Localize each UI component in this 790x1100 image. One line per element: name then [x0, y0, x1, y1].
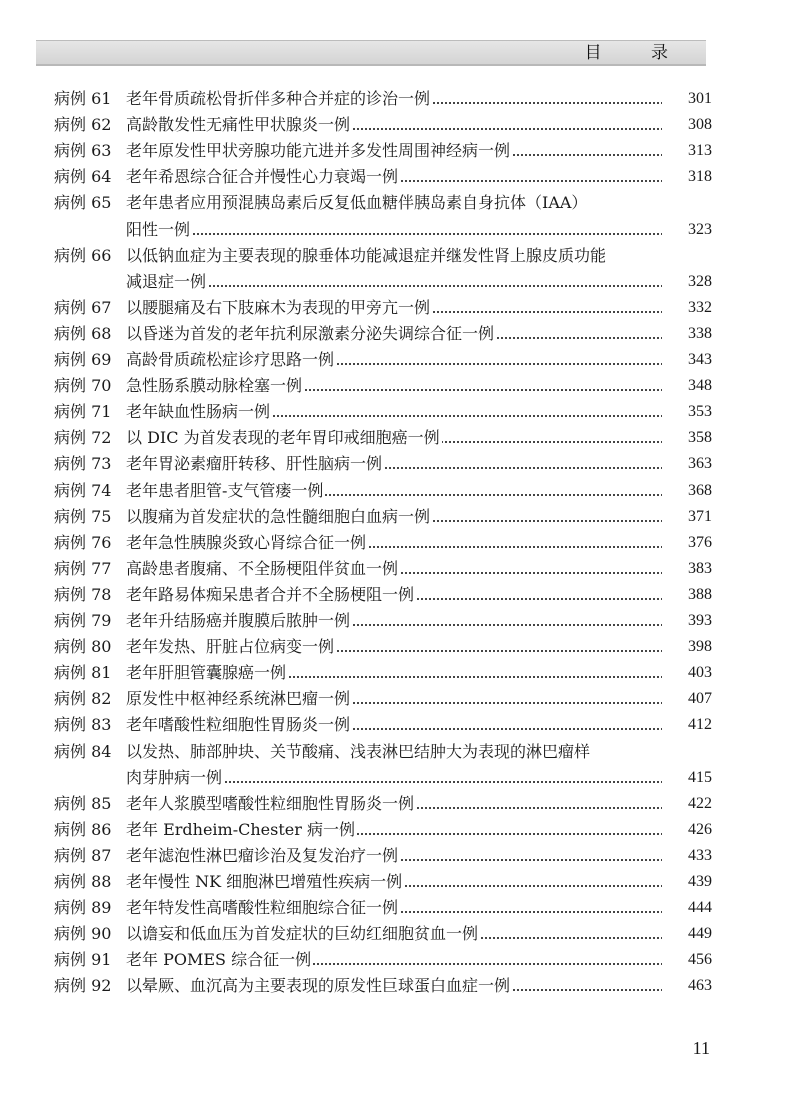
case-title-text: 老年路易体痴呆患者合并不全肠梗阻一例 [126, 584, 415, 604]
case-title [126, 634, 706, 660]
case-title-text: 以低钠血症为主要表现的腺垂体功能减退症并继发性肾上腺皮质功能 [126, 245, 607, 265]
case-title-cont [126, 765, 706, 791]
page-ref: 338 [662, 321, 712, 347]
case-title-text: 老年胃泌素瘤肝转移、肝性脑病一例 [126, 454, 383, 474]
case-number: 病例 80 [54, 637, 112, 657]
case-title [126, 478, 706, 504]
case-title [126, 921, 706, 947]
toc-entry[interactable] [0, 164, 790, 190]
case-title-text: 老年 POMES 综合征一例 [126, 950, 312, 970]
toc-entry[interactable] [0, 582, 790, 608]
case-title [126, 164, 706, 190]
toc-entry[interactable] [0, 895, 790, 921]
case-title-text: 以腹痛为首发症状的急性髓细胞白血病一例 [126, 506, 431, 526]
case-title-text: 老年升结肠癌并腹膜后脓肿一例 [126, 611, 351, 630]
case-title [126, 843, 706, 869]
case-title [126, 243, 706, 269]
case-title-text: 老年 Erdheim-Chester 病一例 [126, 819, 355, 839]
toc-entry[interactable] [0, 921, 790, 947]
page-ref: 439 [662, 869, 712, 895]
page-ref: 371 [662, 504, 712, 530]
case-title-text: 老年患者应用预混胰岛素后反复低血糖伴胰岛素自身抗体（IAA） [126, 193, 588, 213]
case-title-text: 老年原发性甲状旁腺功能亢进并多发性周围神经病一例 [126, 141, 511, 161]
case-number: 病例 76 [54, 532, 112, 552]
case-title-text: 老年滤泡性淋巴瘤诊治及复发治疗一例 [126, 845, 399, 865]
toc-entry-continuation[interactable] [0, 765, 790, 791]
case-title-text: 以谵妄和低血压为首发症状的巨幼红细胞贫血一例 [126, 924, 479, 944]
toc-entry[interactable] [0, 347, 790, 373]
case-title [126, 712, 706, 738]
toc-entry[interactable] [0, 634, 790, 660]
case-number: 病例 87 [54, 845, 112, 865]
toc-entry[interactable] [0, 973, 790, 999]
case-title [126, 686, 706, 712]
toc-entry[interactable] [0, 399, 790, 425]
case-title-continuation: 减退症一例 [126, 271, 207, 291]
case-title [126, 451, 706, 477]
case-title-cont [126, 269, 706, 295]
case-title [126, 973, 706, 999]
page-ref: 323 [662, 217, 712, 243]
case-title [126, 321, 706, 347]
page-ref: 393 [662, 608, 712, 634]
header-rule [36, 64, 706, 66]
case-title-text: 以晕厥、血沉高为主要表现的原发性巨球蛋白血症一例 [126, 976, 511, 996]
case-title-text: 老年人浆膜型嗜酸性粒细胞性胃肠炎一例 [126, 793, 415, 813]
case-number: 病例 67 [54, 297, 112, 317]
case-title [126, 112, 706, 138]
case-number: 病例 66 [54, 245, 112, 265]
toc-entry[interactable] [0, 425, 790, 451]
toc-entry[interactable] [0, 478, 790, 504]
case-number: 病例 65 [54, 193, 112, 213]
case-number: 病例 84 [54, 741, 112, 761]
header-title: 目 录 [584, 43, 690, 63]
case-number: 病例 68 [54, 323, 112, 343]
case-number: 病例 63 [54, 141, 112, 161]
chapter-header-bar [36, 40, 706, 65]
case-title [126, 138, 706, 164]
case-title [126, 660, 706, 686]
page-ref: 433 [662, 843, 712, 869]
case-title [126, 504, 706, 530]
page-number: 11 [692, 1038, 710, 1058]
case-number: 病例 92 [54, 976, 112, 996]
case-title [126, 190, 706, 216]
page-ref: 449 [662, 921, 712, 947]
case-title-text: 高龄患者腹痛、不全肠梗阻伴贫血一例 [126, 558, 399, 578]
toc-entry[interactable] [0, 843, 790, 869]
case-number: 病例 69 [54, 350, 112, 369]
case-title-cont [126, 217, 706, 243]
page-ref: 398 [662, 634, 712, 660]
page-ref: 348 [662, 373, 712, 399]
toc-entry[interactable] [0, 295, 790, 321]
case-title-text: 以昏迷为首发的老年抗利尿激素分泌失调综合征一例 [126, 323, 495, 343]
toc-entry[interactable] [0, 791, 790, 817]
case-number: 病例 78 [54, 584, 112, 604]
toc-entry[interactable] [0, 530, 790, 556]
page-ref: 343 [662, 347, 712, 373]
page-ref: 363 [662, 451, 712, 477]
toc-entry[interactable] [0, 739, 790, 765]
toc-entry[interactable] [0, 504, 790, 530]
case-title-text: 老年缺血性肠病一例 [126, 402, 271, 422]
page-ref: 403 [662, 660, 712, 686]
page-ref: 358 [662, 425, 712, 451]
page-ref: 376 [662, 530, 712, 556]
toc-entry[interactable] [0, 608, 790, 634]
toc-entry[interactable] [0, 243, 790, 269]
toc-entry[interactable] [0, 451, 790, 477]
case-number: 病例 85 [54, 793, 112, 813]
toc-entry[interactable] [0, 869, 790, 895]
toc-entry[interactable] [0, 556, 790, 582]
toc-entry[interactable] [0, 112, 790, 138]
case-title-text: 老年希恩综合征合并慢性心力衰竭一例 [126, 167, 399, 187]
toc-entry[interactable] [0, 373, 790, 399]
case-number: 病例 82 [54, 689, 112, 709]
case-number: 病例 73 [54, 454, 112, 474]
case-title [126, 791, 706, 817]
case-number: 病例 90 [54, 924, 112, 944]
page-ref: 412 [662, 712, 712, 738]
case-title [126, 869, 706, 895]
toc-entry[interactable] [0, 947, 790, 973]
case-number: 病例 77 [54, 558, 112, 578]
page-ref: 463 [662, 973, 712, 999]
case-number: 病例 88 [54, 872, 112, 891]
case-title [126, 582, 706, 608]
case-number: 病例 75 [54, 506, 112, 526]
toc-entry[interactable] [0, 817, 790, 843]
page-ref: 353 [662, 399, 712, 425]
case-title [126, 399, 706, 425]
page-ref: 422 [662, 791, 712, 817]
case-title-text: 老年慢性 NK 细胞淋巴增殖性疾病一例 [126, 872, 403, 891]
toc-entry[interactable] [0, 86, 790, 112]
toc-entry-continuation[interactable] [0, 269, 790, 295]
case-number: 病例 86 [54, 819, 112, 839]
case-title [126, 608, 706, 634]
case-title [126, 86, 706, 112]
case-title [126, 295, 706, 321]
page-ref: 415 [662, 765, 712, 791]
case-title-text: 以发热、肺部肿块、关节酸痛、浅表淋巴结肿大为表现的淋巴瘤样 [126, 741, 591, 761]
case-title-text: 高龄散发性无痛性甲状腺炎一例 [126, 115, 351, 135]
case-number: 病例 71 [54, 402, 112, 422]
case-title-text: 老年骨质疏松骨折伴多种合并症的诊治一例 [126, 89, 431, 108]
page-ref: 388 [662, 582, 712, 608]
case-title [126, 347, 706, 373]
case-title [126, 425, 706, 451]
case-title-text: 以 DIC 为首发表现的老年胃印戒细胞癌一例 [126, 428, 440, 448]
toc-entry[interactable] [0, 138, 790, 164]
page-ref: 328 [662, 269, 712, 295]
case-number: 病例 70 [54, 376, 112, 396]
page-ref: 308 [662, 112, 712, 138]
page-ref: 444 [662, 895, 712, 921]
case-title-text: 老年发热、肝脏占位病变一例 [126, 637, 335, 657]
page-ref: 368 [662, 478, 712, 504]
page-ref: 332 [662, 295, 712, 321]
case-title [126, 530, 706, 556]
case-number: 病例 62 [54, 115, 112, 135]
case-title-continuation: 肉芽肿病一例 [126, 767, 223, 787]
case-title [126, 817, 706, 843]
case-number: 病例 79 [54, 611, 112, 630]
case-number: 病例 91 [54, 950, 112, 970]
case-title-text: 原发性中枢神经系统淋巴瘤一例 [126, 689, 351, 709]
toc-entry[interactable] [0, 321, 790, 347]
case-title [126, 373, 706, 399]
case-number: 病例 74 [54, 480, 112, 500]
case-title-text: 高龄骨质疏松症诊疗思路一例 [126, 350, 335, 369]
page-ref: 318 [662, 164, 712, 190]
case-number: 病例 72 [54, 428, 112, 448]
case-title [126, 556, 706, 582]
case-number: 病例 61 [54, 89, 112, 108]
case-number: 病例 89 [54, 898, 112, 918]
case-number: 病例 64 [54, 167, 112, 187]
page-ref: 407 [662, 686, 712, 712]
case-title [126, 739, 706, 765]
toc-entry[interactable] [0, 686, 790, 712]
case-title-text: 急性肠系膜动脉栓塞一例 [126, 376, 303, 396]
case-title-text: 老年急性胰腺炎致心肾综合征一例 [126, 532, 367, 552]
toc-entry[interactable] [0, 712, 790, 738]
page-ref: 426 [662, 817, 712, 843]
case-title [126, 947, 706, 973]
case-number: 病例 83 [54, 715, 112, 735]
page-ref: 456 [662, 947, 712, 973]
case-title-text: 老年特发性高嗜酸性粒细胞综合征一例 [126, 898, 399, 918]
case-number: 病例 81 [54, 663, 112, 683]
page-ref: 301 [662, 86, 712, 112]
case-title-text: 老年患者胆管-支气管瘘一例 [126, 480, 324, 500]
toc-entry[interactable] [0, 190, 790, 216]
case-title-text: 以腰腿痛及右下肢麻木为表现的甲旁亢一例 [126, 297, 431, 317]
page-ref: 313 [662, 138, 712, 164]
page-ref: 383 [662, 556, 712, 582]
toc-entry[interactable] [0, 660, 790, 686]
case-title [126, 895, 706, 921]
case-title-text: 老年嗜酸性粒细胞性胃肠炎一例 [126, 715, 351, 735]
toc-entry-continuation[interactable] [0, 217, 790, 243]
case-title-continuation: 阳性一例 [126, 219, 191, 239]
case-title-text: 老年肝胆管囊腺癌一例 [126, 663, 287, 683]
